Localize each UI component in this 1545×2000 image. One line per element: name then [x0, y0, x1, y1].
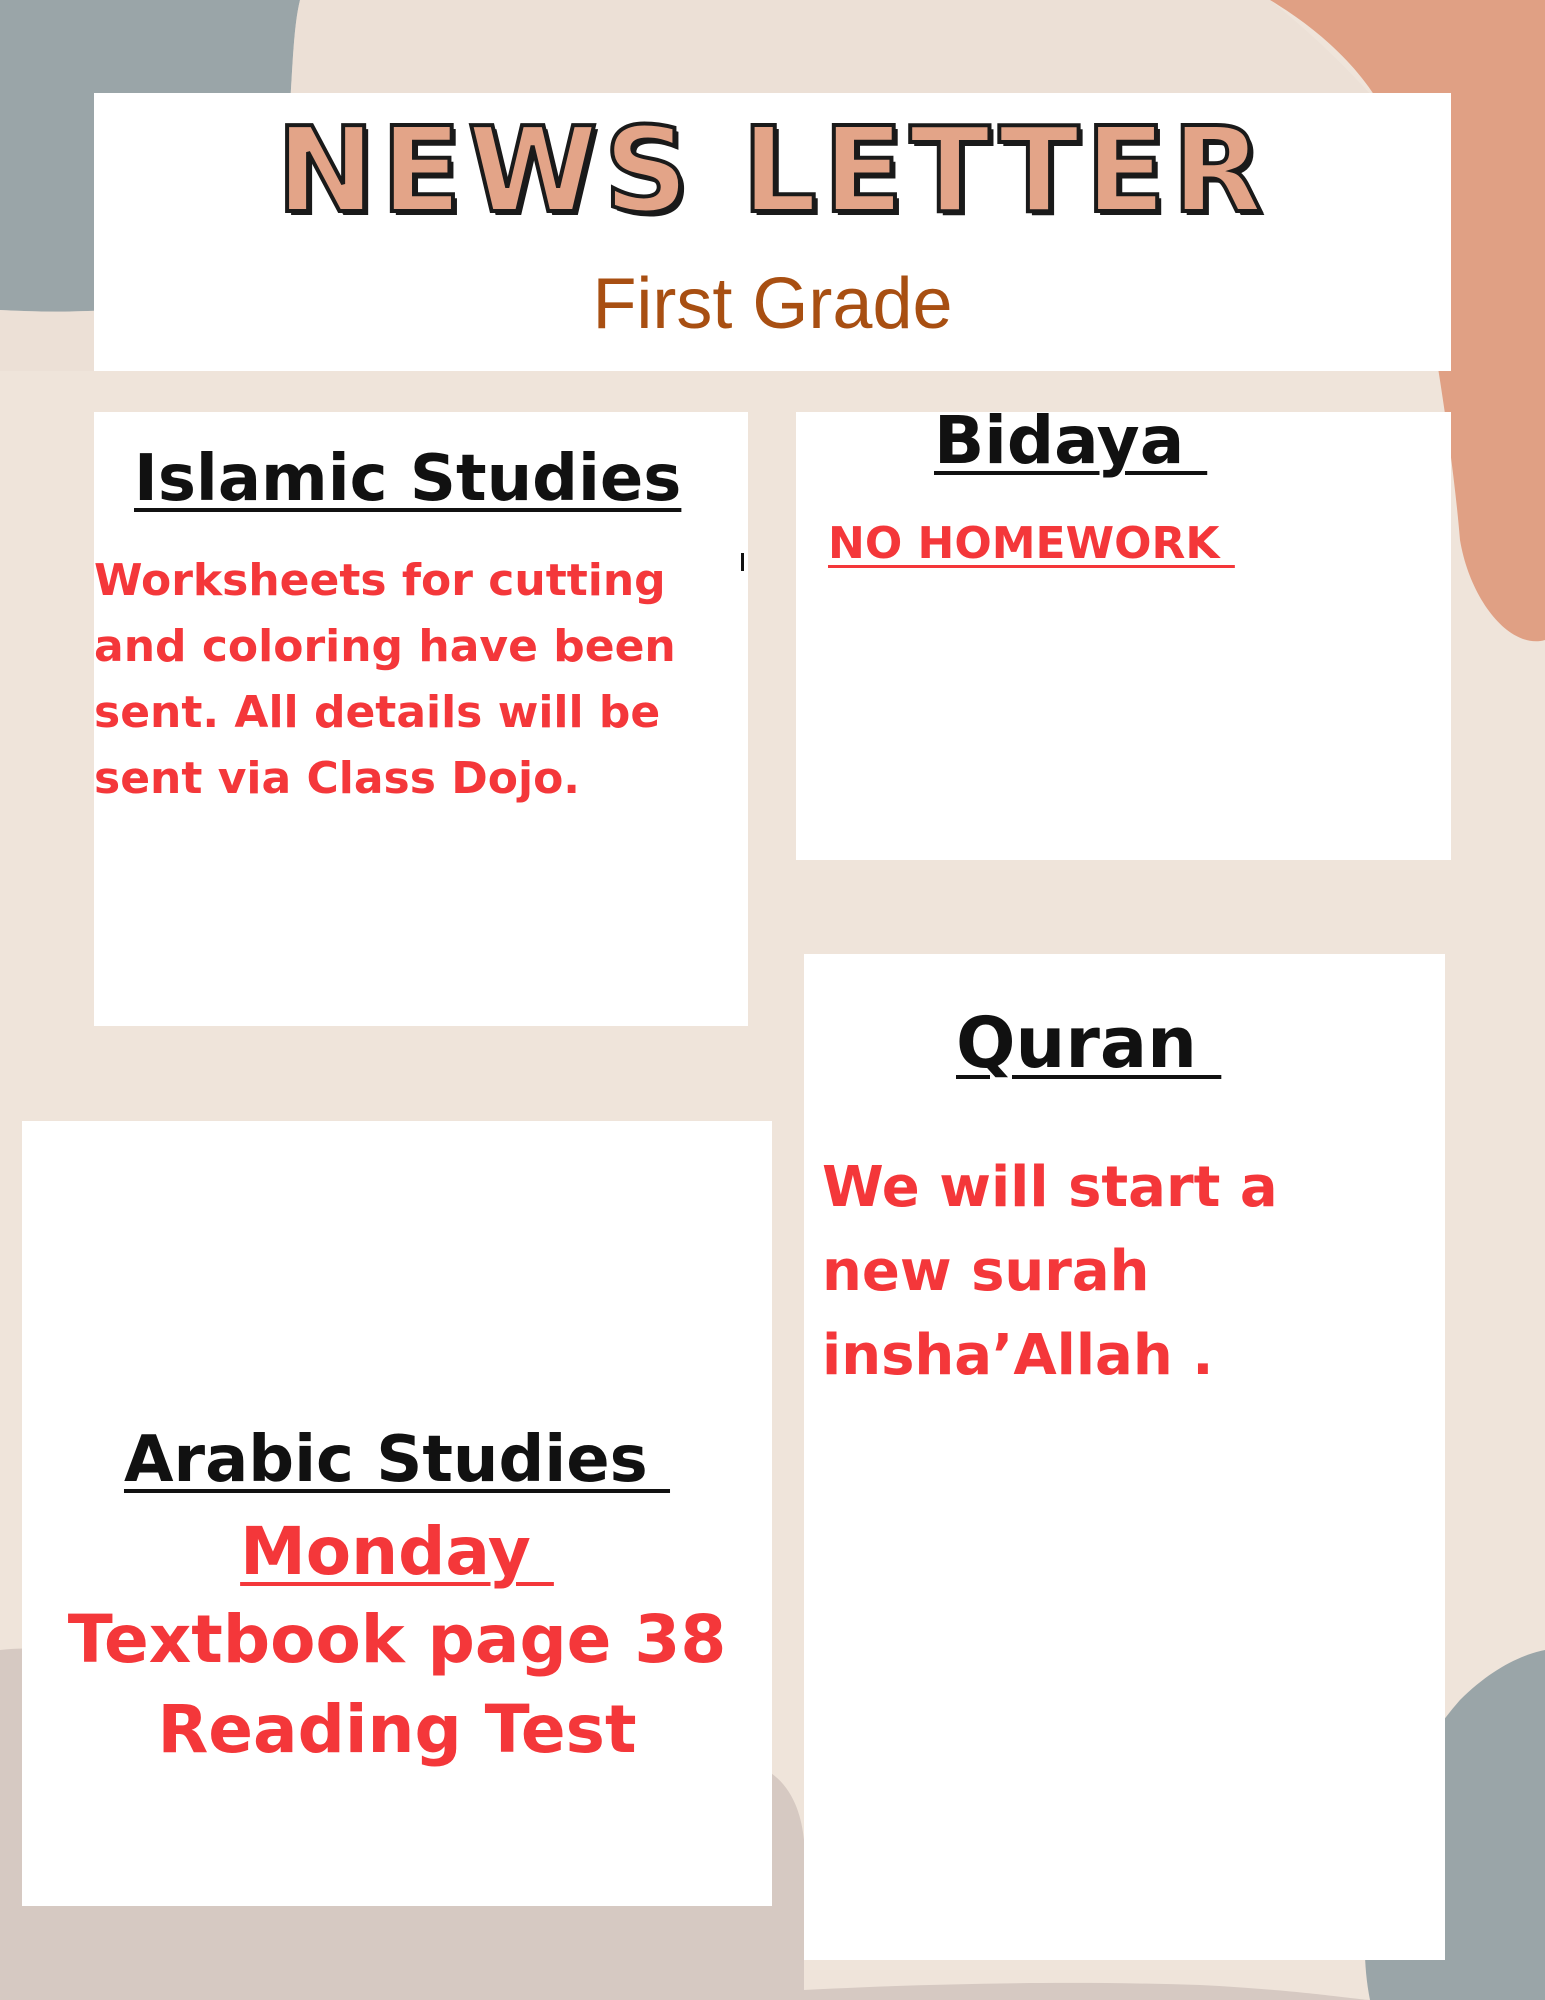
- quran-card: [804, 954, 1445, 1960]
- newsletter-header: [94, 93, 1451, 371]
- arabic-studies-test: Reading Test: [157, 1691, 637, 1768]
- grade-subtitle: First Grade: [592, 264, 953, 344]
- quran-body: We will start a new surah insha’Allah .: [822, 1155, 1278, 1388]
- arabic-studies-card: [22, 1121, 772, 1906]
- arabic-studies-day: Monday: [240, 1513, 554, 1590]
- islamic-studies-heading: Islamic Studies: [134, 442, 682, 516]
- newsletter-title: NEWS LETTER: [276, 101, 1269, 239]
- arabic-studies-heading: Arabic Studies: [123, 1423, 671, 1497]
- bidaya-body: NO HOMEWORK: [828, 518, 1235, 569]
- bidaya-card: [796, 402, 1451, 860]
- arabic-studies-textbook: Textbook page 38: [67, 1601, 727, 1678]
- islamic-studies-card: [94, 412, 748, 1026]
- quran-heading: Quran: [956, 1002, 1222, 1084]
- bidaya-heading: Bidaya: [934, 402, 1208, 479]
- islamic-studies-body: Worksheets for cutting and coloring have been sent. All details will be sent via Class Dojo.: [94, 555, 676, 804]
- stray-mark: [741, 553, 744, 571]
